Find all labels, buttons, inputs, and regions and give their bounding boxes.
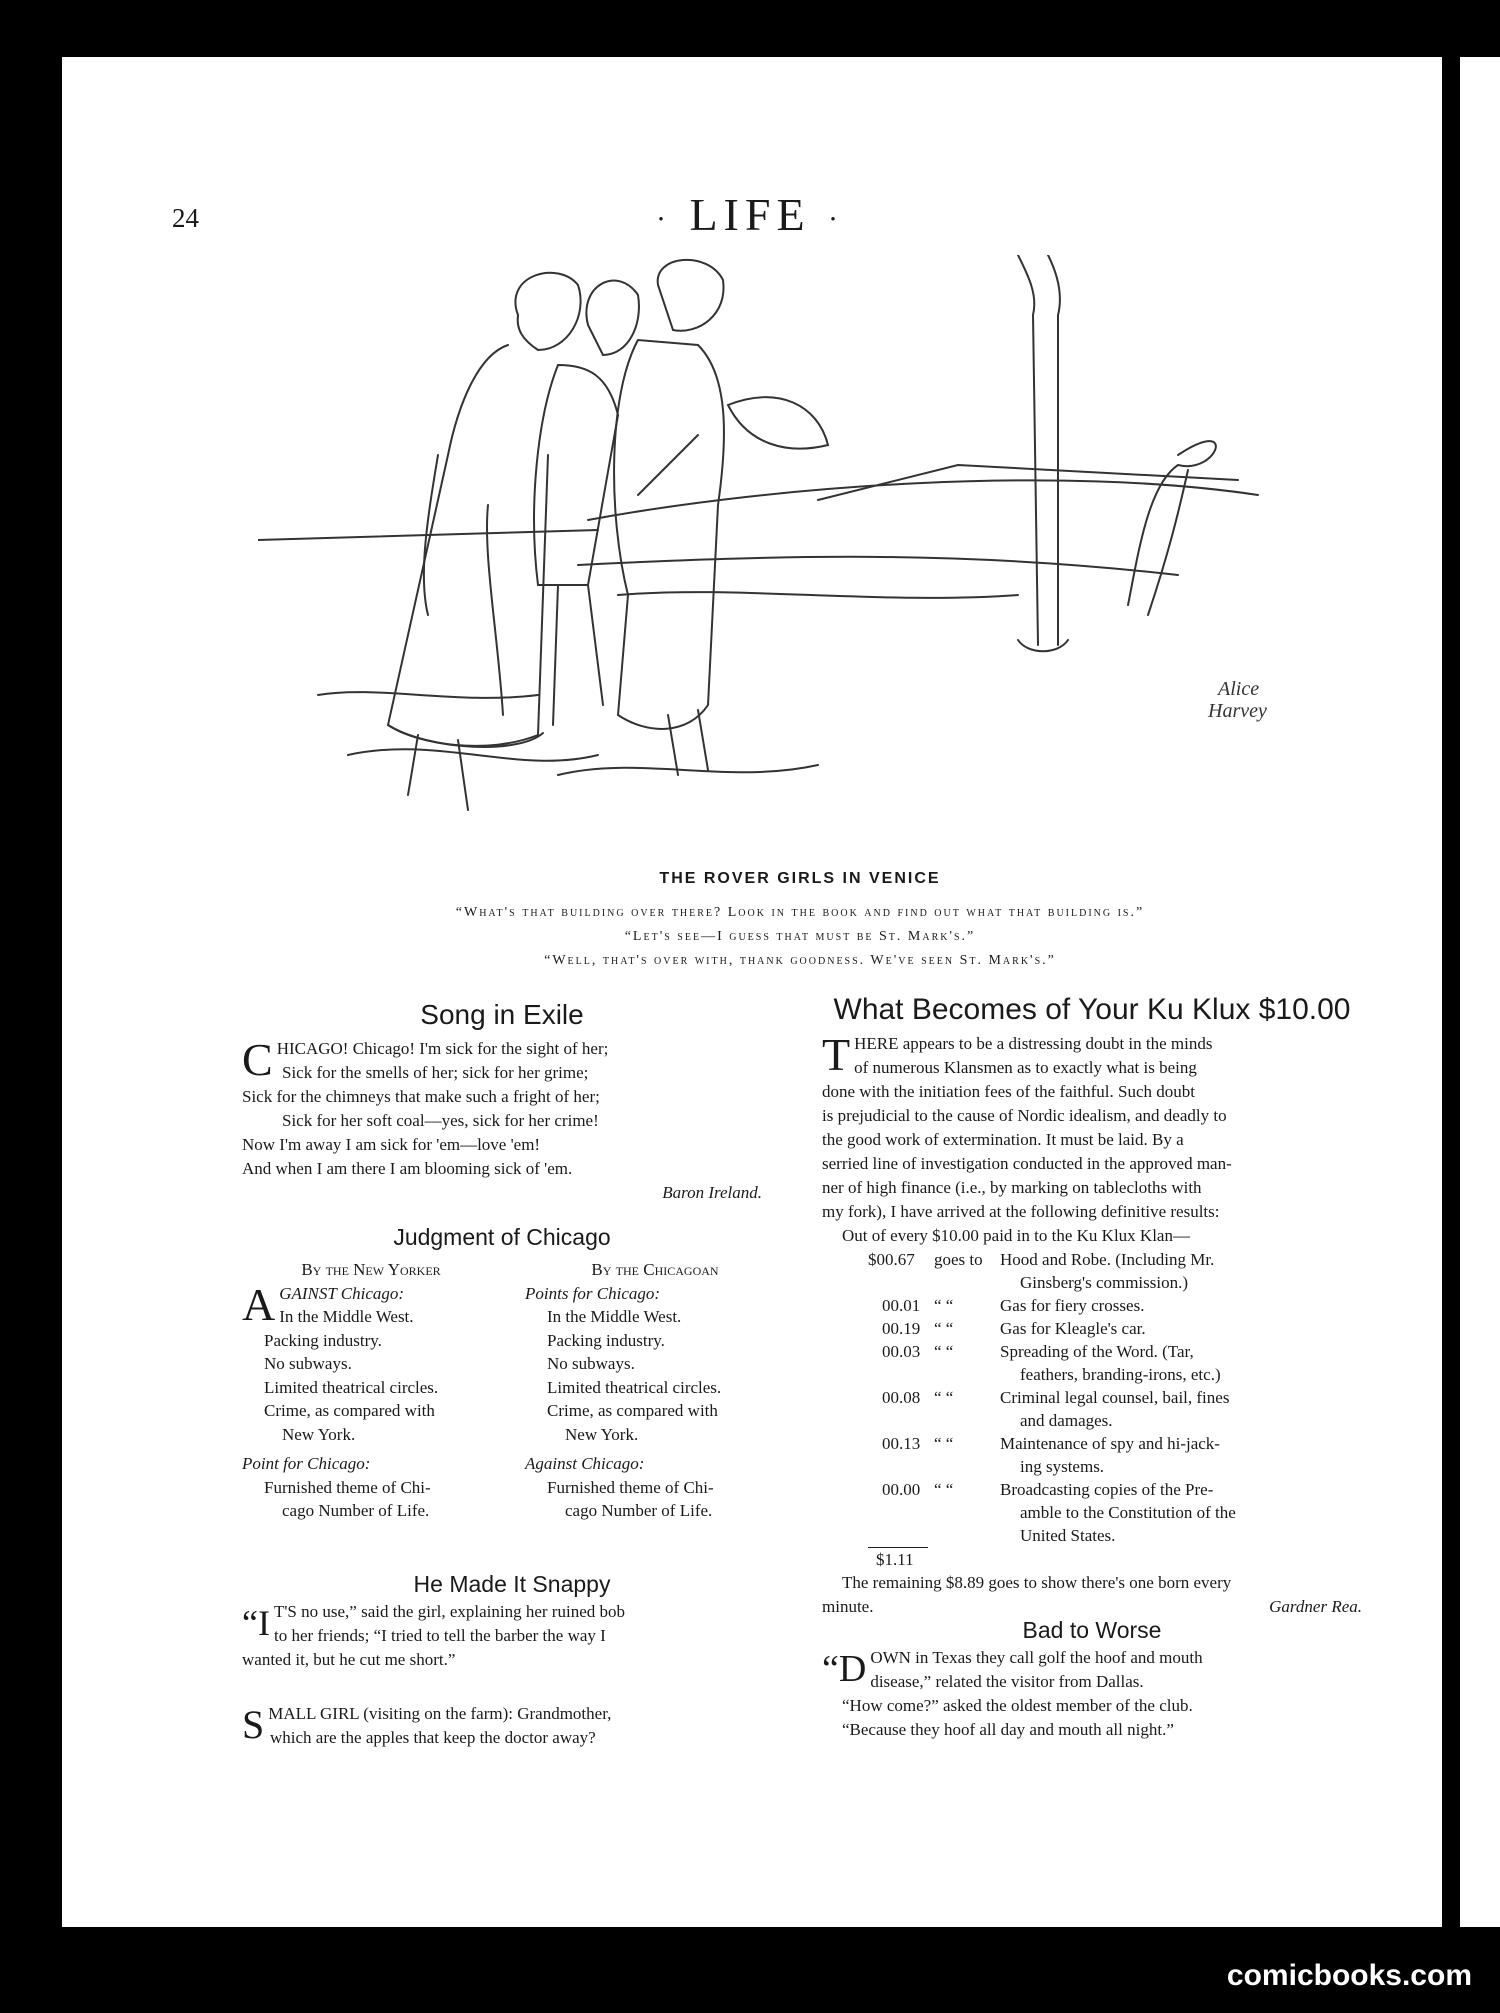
ledger-amount: 00.19	[882, 1319, 921, 1338]
ledger-text: Maintenance of spy and hi-jack-	[1000, 1434, 1220, 1453]
klux-title: What Becomes of Your Ku Klux $10.00	[833, 993, 1351, 1026]
klux-line: Out of every $10.00 paid in to the Ku Klux Klan—	[842, 1226, 1190, 1245]
he-made-it-snappy	[242, 1568, 782, 1672]
byline-chicagoan: By the Chicagoan	[591, 1260, 719, 1279]
ledger-total-row	[868, 1547, 1308, 1571]
ledger-ditto: “ “	[934, 1388, 954, 1407]
masthead-title: LIFE	[689, 189, 811, 240]
caption-line-3: “Well, that's over with, thank goodness. We've seen St. Mark's.”	[544, 953, 1056, 968]
song-line: Sick for the smells of her; sick for her grime;	[282, 1063, 589, 1082]
judgment-item: In the Middle West.	[547, 1307, 682, 1326]
rover-girls-illustration	[258, 255, 1328, 855]
judgment-subitem: cago Number of Life.	[565, 1501, 713, 1520]
ledger-text: and damages.	[1020, 1411, 1113, 1430]
ledger-text: Gas for Kleagle's car.	[1000, 1319, 1146, 1338]
small-girl-joke	[242, 1702, 782, 1750]
ledger-text: Spreading of the Word. (Tar,	[1000, 1342, 1194, 1361]
judgment-item: New York.	[282, 1424, 356, 1444]
page-number: 24	[172, 203, 199, 233]
masthead-dot-left: ·	[655, 202, 672, 236]
ledger-text: Hood and Robe. (Including Mr.	[1000, 1250, 1215, 1269]
judgment-item: Packing industry.	[264, 1330, 382, 1350]
snappy-title: He Made It Snappy	[413, 1571, 611, 1597]
ledger-text: ing systems.	[1020, 1457, 1105, 1476]
ledger-ditto: “ “	[934, 1296, 954, 1315]
worse-line: OWN in Texas they call golf the hoof and mouth	[870, 1648, 1203, 1667]
ledger-row	[868, 1294, 1308, 1317]
ledger-amount: 00.13	[882, 1434, 921, 1453]
judgment-chicagoan	[525, 1258, 785, 1523]
song-line: HICAGO! Chicago! I'm sick for the sight of her;	[276, 1039, 609, 1058]
klux-signature: Gardner Rea.	[1269, 1596, 1362, 1616]
caption-line-2: “Let's see—I guess that must be St. Mark's.”	[624, 929, 976, 944]
judgment-subitem: Furnished theme of Chi-	[547, 1477, 714, 1497]
ledger-text: Gas for fiery crosses.	[1000, 1296, 1145, 1315]
artist-signature-last: Harvey	[1208, 700, 1267, 722]
ledger-text: United States.	[1020, 1526, 1116, 1545]
klux-line: serried line of investigation conducted in the approved man-	[822, 1154, 1232, 1173]
masthead	[0, 188, 1500, 241]
ledger-ditto: “ “	[934, 1434, 954, 1453]
song-line: And when I am there I am blooming sick of 'em.	[242, 1159, 573, 1178]
judgment-item: New York.	[565, 1424, 639, 1444]
ledger-row	[868, 1432, 1308, 1478]
snappy-line: wanted it, but he cut me short.”	[242, 1650, 456, 1669]
byline-new-yorker: By the New Yorker	[301, 1260, 441, 1279]
judgment-drop-cap: A	[242, 1278, 276, 1330]
judgment-subitem: Furnished theme of Chi-	[264, 1477, 431, 1497]
judgment-item: No subways.	[264, 1354, 352, 1373]
small-girl-line: which are the apples that keep the doctor away?	[270, 1728, 596, 1747]
snappy-line: to her friends; “I tried to tell the barber the way I	[273, 1626, 606, 1645]
ledger-amount: 00.03	[882, 1342, 921, 1361]
ledger-amount: $00.67	[868, 1250, 915, 1269]
judgment-item: Packing industry.	[547, 1330, 665, 1350]
klux-line: ner of high finance (i.e., by marking on tablecloths with	[822, 1178, 1202, 1197]
song-title: Song in Exile	[420, 999, 584, 1030]
ledger-total: $1.11	[868, 1547, 928, 1571]
artist-signature-first: Alice	[1218, 678, 1260, 700]
song-drop-cap: C	[242, 1034, 273, 1085]
snappy-drop-cap: “I	[242, 1603, 270, 1643]
ledger-row	[868, 1317, 1308, 1340]
cartoon-title: THE ROVER GIRLS IN VENICE	[659, 870, 941, 887]
ledger-text: Ginsberg's commission.)	[1020, 1273, 1189, 1292]
ledger-amount: 00.01	[882, 1296, 921, 1315]
ledger-text: Criminal legal counsel, bail, fines	[1000, 1388, 1230, 1407]
judgment-item: Limited theatrical circles.	[264, 1377, 439, 1397]
judgment-item: No subways.	[547, 1354, 635, 1373]
ledger-ditto: “ “	[934, 1319, 954, 1338]
klux-line: is prejudicial to the cause of Nordic idealism, and deadly to	[822, 1106, 1227, 1125]
ledger-ditto: “ “	[934, 1342, 954, 1361]
klux-line: of numerous Klansmen as to exactly what is being	[854, 1058, 1197, 1077]
judgment-item: Crime, as compared with	[264, 1401, 435, 1420]
song-line: Now I'm away I am sick for 'em—love 'em!	[242, 1135, 541, 1154]
judgment-heading: Points for Chicago:	[525, 1283, 661, 1303]
klux-closing: The remaining $8.89 goes to show there's one born every	[842, 1572, 1232, 1592]
ledger-amount: 00.00	[882, 1480, 921, 1499]
judgment-new-yorker	[242, 1258, 500, 1523]
judgment-item: Crime, as compared with	[547, 1401, 718, 1420]
judgment-heading: GAINST Chicago:	[279, 1283, 405, 1303]
ledger-row	[868, 1386, 1308, 1432]
ledger-text: amble to the Constitution of the	[1020, 1503, 1236, 1522]
klux-closing: minute.	[822, 1596, 874, 1616]
worse-line: disease,” related the visitor from Dallas.	[870, 1672, 1144, 1691]
snappy-line: T'S no use,” said the girl, explaining her ruined bob	[273, 1602, 625, 1621]
worse-line: “Because they hoof all day and mouth all night.”	[842, 1720, 1174, 1739]
ku-klux-article	[822, 990, 1362, 1619]
ledger-row	[868, 1478, 1308, 1547]
ledger-ditto: goes to	[934, 1250, 983, 1269]
klux-ledger	[868, 1248, 1308, 1571]
song-in-exile	[242, 995, 762, 1205]
caption-line-1: “What's that building over there? Look in the book and find out what that building is.”	[455, 905, 1145, 920]
ledger-amount: 00.08	[882, 1388, 921, 1407]
bad-to-worse	[822, 1614, 1362, 1742]
judgment-subheading: Against Chicago:	[525, 1454, 645, 1473]
ledger-text: feathers, branding-irons, etc.)	[1020, 1365, 1221, 1384]
judgment-title: Judgment of Chicago	[393, 1224, 611, 1250]
song-line: Sick for the chimneys that make such a fright of her;	[242, 1087, 600, 1106]
small-girl-drop-cap: S	[242, 1702, 265, 1747]
klux-line: the good work of extermination. It must be laid. By a	[822, 1130, 1184, 1149]
klux-line: done with the initiation fees of the faithful. Such doubt	[822, 1082, 1195, 1101]
worse-drop-cap: “D	[822, 1648, 867, 1690]
small-girl-line: MALL GIRL (visiting on the farm): Grandmother,	[268, 1704, 612, 1723]
ledger-row	[868, 1248, 1308, 1294]
klux-line: HERE appears to be a distressing doubt in the minds	[854, 1034, 1213, 1053]
klux-line: my fork), I have arrived at the following definitive results:	[822, 1202, 1220, 1221]
masthead-dot-right: ·	[828, 202, 845, 236]
worse-title: Bad to Worse	[1022, 1617, 1162, 1643]
song-signature: Baron Ireland.	[662, 1183, 762, 1202]
ledger-ditto: “ “	[934, 1480, 954, 1499]
judgment-item: Limited theatrical circles.	[547, 1377, 722, 1397]
site-watermark: comicbooks.com	[1226, 1959, 1472, 1992]
judgment-subitem: cago Number of Life.	[282, 1501, 430, 1520]
klux-drop-cap: T	[822, 1029, 851, 1080]
adjacent-page-edge	[1460, 57, 1500, 1927]
ledger-row	[868, 1340, 1308, 1386]
ledger-text: Broadcasting copies of the Pre-	[1000, 1480, 1214, 1499]
judgment-subheading: Point for Chicago:	[242, 1454, 371, 1473]
worse-line: “How come?” asked the oldest member of the club.	[842, 1696, 1193, 1715]
judgment-item: In the Middle West.	[279, 1307, 414, 1326]
song-line: Sick for her soft coal—yes, sick for her crime!	[282, 1111, 599, 1130]
